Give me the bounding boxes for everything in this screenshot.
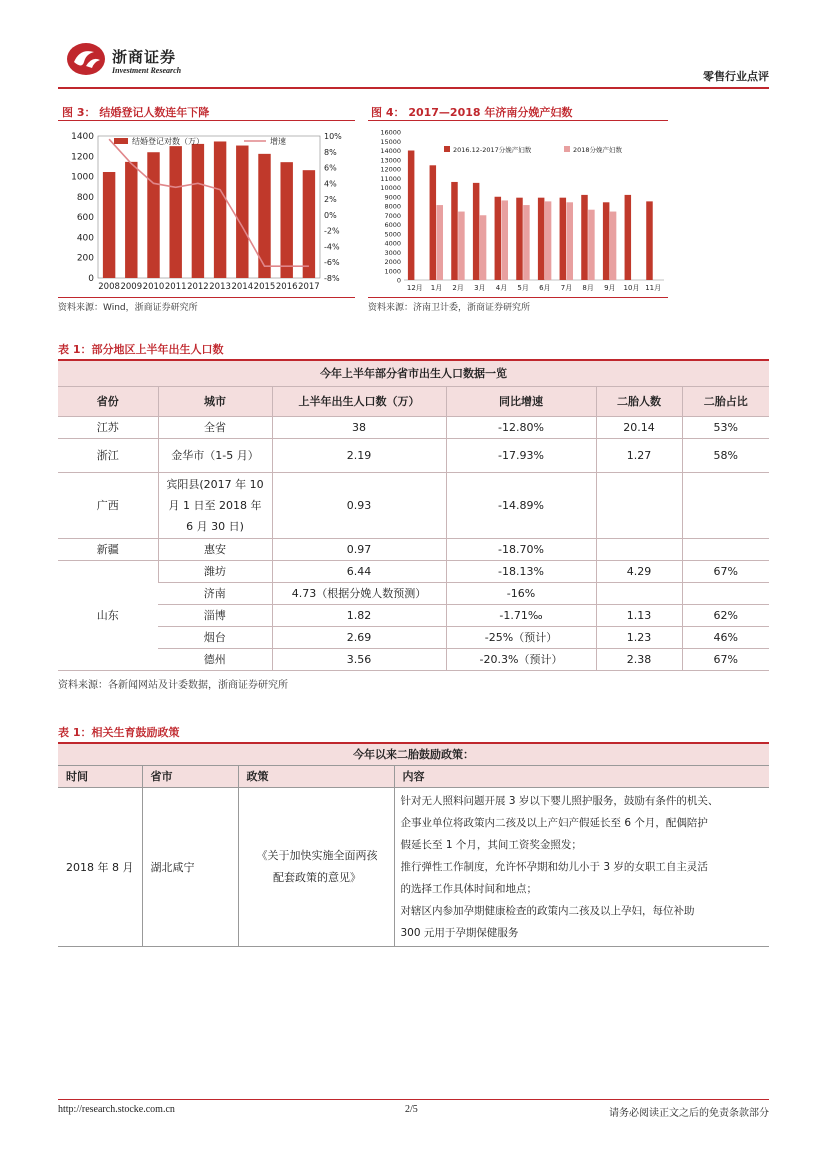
bar-2017-10月 — [625, 195, 632, 280]
content-line: 假延长至 1 个月，其间工资奖金照发； — [400, 838, 582, 851]
city-cell: 全省 — [158, 416, 272, 438]
growth-cell: -14.89% — [446, 472, 596, 538]
header-cell: 政策 — [238, 765, 394, 787]
header-divider — [58, 87, 769, 89]
city-line: 6 月 30 日) — [186, 519, 244, 533]
y-tick-label: 7000 — [384, 211, 401, 220]
births-cell: 2.69 — [272, 626, 446, 648]
bar-2017-5月 — [516, 198, 523, 280]
bar-2017 — [303, 170, 315, 278]
table-row — [58, 582, 769, 604]
table-row — [58, 648, 769, 670]
city-cell: 德州 — [158, 648, 272, 670]
y-right-tick-label: 2% — [324, 195, 337, 205]
content-line: 推行弹性工作制度，允许怀孕期和幼儿小于 3 岁的女职工自主灵活 — [400, 860, 708, 873]
y-tick-label: 5000 — [384, 230, 401, 239]
bar-2018-4月 — [502, 200, 509, 280]
second-ratio-cell: 62% — [682, 604, 769, 626]
figure3-bottom-rule — [58, 297, 355, 298]
y-tick-label: 13000 — [380, 156, 401, 165]
births-cell: 38 — [272, 416, 446, 438]
content-line: 企事业单位将政策内二孩及以上产妇产假延长至 6 个月，配偶陪护 — [400, 816, 708, 829]
province-cell: 江苏 — [58, 416, 158, 438]
x-tick-label: 8月 — [582, 284, 594, 292]
figure4-bottom-rule — [368, 297, 668, 298]
table1-label: 表 1：部分地区上半年出生人口数 — [58, 343, 224, 356]
x-tick-label: 2008 — [98, 282, 120, 292]
policy-line: 配套政策的意见》 — [273, 870, 361, 884]
bar-2017-4月 — [495, 197, 502, 280]
bar-2009 — [125, 162, 137, 278]
second-ratio-cell: 58% — [682, 438, 769, 472]
bar-2018-9月 — [610, 212, 617, 280]
x-tick-label: 2010 — [142, 282, 165, 292]
footer-url[interactable]: http://research.stocke.com.cn — [58, 1104, 175, 1115]
y-left-tick-label: 600 — [76, 213, 94, 224]
city-cell: 惠安 — [158, 538, 272, 560]
y-tick-label: 0 — [396, 276, 401, 285]
y-left-tick-label: 200 — [76, 253, 94, 264]
second-ratio-cell: 67% — [682, 560, 769, 582]
header-cell: 省份 — [58, 386, 158, 416]
y-tick-label: 1000 — [384, 267, 401, 276]
second-ratio-cell — [682, 472, 769, 538]
time-cell: 2018 年 8 月 — [58, 787, 142, 946]
second-child-cell: 1.23 — [596, 626, 682, 648]
table2-label: 表 1：相关生育鼓励政策 — [58, 726, 180, 739]
city-cell: 潍坊 — [158, 560, 272, 582]
bar-2018-6月 — [545, 201, 552, 280]
table-row — [58, 538, 769, 560]
x-tick-label: 10月 — [623, 284, 640, 292]
city-cell — [158, 472, 272, 538]
y-right-tick-label: 4% — [324, 179, 337, 189]
x-tick-label: 12月 — [406, 284, 423, 292]
y-tick-label: 6000 — [384, 221, 401, 229]
x-tick-label: 2016 — [275, 282, 298, 292]
legend-label-line: 增速 — [270, 137, 286, 146]
report-type: 零售行业点评 — [703, 70, 769, 83]
x-tick-label: 2013 — [209, 282, 231, 292]
second-child-cell: 20.14 — [596, 416, 682, 438]
x-tick-label: 11月 — [645, 284, 662, 292]
second-child-cell — [596, 538, 682, 560]
figure4-rule — [368, 120, 668, 121]
y-left-tick-label: 1000 — [71, 172, 94, 183]
growth-cell: -25%（预计） — [446, 626, 596, 648]
growth-cell: -16% — [446, 582, 596, 604]
bar-2017-7月 — [560, 198, 567, 280]
x-tick-label: 9月 — [604, 284, 616, 292]
x-tick-label: 3月 — [474, 284, 486, 292]
city-cell: 淄博 — [158, 604, 272, 626]
footer-divider — [58, 1099, 769, 1100]
content-line: 针对无人照料问题开展 3 岁以下婴儿照护服务，鼓励有条件的机关、 — [400, 794, 719, 807]
y-tick-label: 11000 — [380, 174, 401, 183]
births-cell: 0.93 — [272, 472, 446, 538]
content-line: 300 元用于孕期保健服务 — [400, 926, 519, 939]
city-line: 月 1 日至 2018 年 — [168, 498, 262, 512]
bar-2017-12月 — [408, 151, 415, 281]
y-tick-label: 12000 — [380, 165, 401, 174]
second-ratio-cell: 53% — [682, 416, 769, 438]
bar-2016 — [280, 162, 292, 278]
births-cell: 3.56 — [272, 648, 446, 670]
y-tick-label: 8000 — [384, 202, 401, 211]
city-line: 宾阳县(2017 年 10 — [166, 477, 264, 491]
births-cell: 0.97 — [272, 538, 446, 560]
y-tick-label: 4000 — [384, 239, 401, 248]
header-cell: 省市 — [142, 765, 238, 787]
second-child-cell — [596, 582, 682, 604]
figure4-title: 图 4： 2017—2018 年济南分娩产妇数 — [371, 106, 573, 119]
content-line: 的选择工作具体时间和地点； — [400, 882, 537, 895]
bar-2012 — [192, 144, 204, 278]
place-cell: 湖北咸宁 — [142, 787, 238, 946]
city-cell: 烟台 — [158, 626, 272, 648]
bar-2017-1月 — [430, 165, 437, 280]
second-ratio-cell — [682, 582, 769, 604]
figure3-rule — [58, 120, 355, 121]
births-cell: 2.19 — [272, 438, 446, 472]
table-row — [58, 438, 769, 472]
birth-policy-table — [58, 742, 769, 947]
second-child-cell: 1.13 — [596, 604, 682, 626]
legend-swatch-2017 — [444, 146, 450, 152]
header-cell: 二胎占比 — [682, 386, 769, 416]
births-cell: 6.44 — [272, 560, 446, 582]
y-tick-label: 14000 — [380, 147, 401, 155]
x-tick-label: 2月 — [452, 284, 464, 292]
y-left-tick-label: 1200 — [71, 152, 94, 163]
bar-2018-5月 — [523, 205, 530, 280]
x-tick-label: 2014 — [231, 282, 254, 292]
second-ratio-cell: 46% — [682, 626, 769, 648]
table1-source: 资料来源：各新闻网站及计委数据，浙商证券研究所 — [58, 680, 288, 691]
city-cell: 金华市（1-5 月） — [158, 438, 272, 472]
legend-swatch-2018 — [564, 146, 570, 152]
legend-label-2017: 2016.12-2017分娩产妇数 — [453, 146, 532, 154]
x-tick-label: 2012 — [187, 282, 209, 292]
bar-2008 — [103, 172, 115, 278]
bar-2018-8月 — [588, 210, 595, 280]
province-cell: 山东 — [58, 560, 158, 670]
company-logo — [66, 42, 106, 76]
y-right-tick-label: -2% — [324, 226, 340, 236]
header-cell: 二胎人数 — [596, 386, 682, 416]
y-right-tick-label: 10% — [324, 132, 342, 141]
header-cell: 内容 — [394, 765, 769, 787]
x-tick-label: 6月 — [539, 284, 551, 292]
x-tick-label: 5月 — [517, 284, 529, 292]
bar-2018-2月 — [458, 212, 465, 280]
table-row — [58, 416, 769, 438]
second-child-cell: 2.38 — [596, 648, 682, 670]
content-line: 对辖区内参加孕期健康检查的政策内二孩及以上孕妇，每位补助 — [400, 904, 695, 917]
y-tick-label: 3000 — [384, 248, 401, 257]
births-cell: 4.73（根据分娩人数预测） — [272, 582, 446, 604]
table-row — [58, 472, 769, 538]
bar-2010 — [147, 152, 159, 278]
figure3-title: 图 3： 结婚登记人数连年下降 — [62, 106, 210, 119]
y-tick-label: 9000 — [384, 193, 401, 202]
page-number: 2/5 — [405, 1104, 418, 1115]
x-tick-label: 2009 — [120, 282, 143, 292]
footer-disclaimer: 请务必阅读正文之后的免责条款部分 — [609, 1108, 769, 1119]
y-left-tick-label: 0 — [88, 274, 94, 284]
births-cell: 1.82 — [272, 604, 446, 626]
y-tick-label: 2000 — [384, 258, 401, 266]
bar-2017-8月 — [581, 195, 588, 280]
y-right-tick-label: 6% — [324, 163, 337, 173]
second-ratio-cell: 67% — [682, 648, 769, 670]
header-cell: 时间 — [58, 765, 142, 787]
growth-cell: -1.71‰ — [446, 604, 596, 626]
city-cell: 济南 — [158, 582, 272, 604]
figure4-source: 资料来源：济南卫计委，浙商证券研究所 — [368, 303, 531, 313]
x-tick-label: 7月 — [560, 284, 573, 292]
growth-cell: -17.93% — [446, 438, 596, 472]
birth-population-table — [58, 359, 769, 671]
logo-english-name: Investment Research — [112, 66, 182, 75]
figure3-source: 资料来源：Wind，浙商证券研究所 — [58, 303, 198, 313]
x-tick-label: 1月 — [430, 284, 443, 292]
bar-2017-6月 — [538, 198, 545, 280]
y-tick-label: 15000 — [380, 137, 401, 146]
bar-2018-3月 — [480, 215, 487, 280]
province-cell: 浙江 — [58, 438, 158, 472]
logo-chinese-name: 浙商证券 — [112, 48, 177, 66]
y-right-tick-label: -8% — [324, 274, 340, 283]
y-left-tick-label: 1400 — [71, 132, 94, 142]
table-row — [58, 787, 769, 946]
bar-2013 — [214, 141, 226, 278]
growth-cell: -20.3%（预计） — [446, 648, 596, 670]
bar-2017-9月 — [603, 202, 610, 280]
bar-2017-11月 — [646, 201, 653, 280]
policy-cell — [238, 787, 394, 946]
y-right-tick-label: -6% — [324, 258, 340, 268]
growth-cell: -12.80% — [446, 416, 596, 438]
bar-2018-7月 — [567, 202, 574, 280]
figure3-chart — [58, 124, 358, 296]
growth-line — [109, 139, 309, 266]
table-row — [58, 560, 769, 582]
y-left-tick-label: 400 — [76, 233, 94, 244]
y-right-tick-label: -4% — [324, 242, 340, 252]
header-cell: 上半年出生人口数（万） — [272, 386, 446, 416]
table-row — [58, 604, 769, 626]
second-child-cell: 1.27 — [596, 438, 682, 472]
legend-swatch-bars — [114, 138, 128, 144]
x-tick-label: 2011 — [164, 282, 187, 292]
y-right-tick-label: 8% — [324, 147, 337, 157]
bar-2011 — [169, 146, 181, 278]
legend-label-bars: 结婚登记对数（万） — [132, 137, 204, 146]
content-cell — [394, 787, 769, 946]
table2-header-row — [58, 765, 769, 787]
y-left-tick-label: 800 — [76, 192, 94, 203]
bar-2017-2月 — [451, 182, 458, 280]
table1-caption: 今年上半年部分省市出生人口数据一览 — [58, 360, 769, 386]
table-row — [58, 626, 769, 648]
x-tick-label: 2017 — [298, 282, 320, 292]
figure4-chart — [368, 124, 668, 296]
y-tick-label: 10000 — [380, 184, 401, 192]
y-right-tick-label: 0% — [324, 210, 337, 220]
growth-cell: -18.13% — [446, 560, 596, 582]
header-cell: 同比增速 — [446, 386, 596, 416]
policy-line: 《关于加快实施全面两孩 — [256, 848, 378, 862]
second-child-cell: 4.29 — [596, 560, 682, 582]
table1-header-row — [58, 386, 769, 416]
bar-2017-3月 — [473, 183, 480, 280]
province-cell: 新疆 — [58, 538, 158, 560]
y-tick-label: 16000 — [380, 128, 401, 137]
second-child-cell — [596, 472, 682, 538]
x-tick-label: 2015 — [253, 282, 276, 292]
x-tick-label: 4月 — [495, 284, 508, 292]
province-cell: 广西 — [58, 472, 158, 538]
table2-caption: 今年以来二胎鼓励政策： — [58, 743, 769, 765]
legend-label-2018: 2018分娩产妇数 — [573, 146, 623, 154]
growth-cell: -18.70% — [446, 538, 596, 560]
bar-2014 — [236, 146, 248, 278]
second-ratio-cell — [682, 538, 769, 560]
header-cell: 城市 — [158, 386, 272, 416]
bar-2018-1月 — [437, 205, 444, 280]
